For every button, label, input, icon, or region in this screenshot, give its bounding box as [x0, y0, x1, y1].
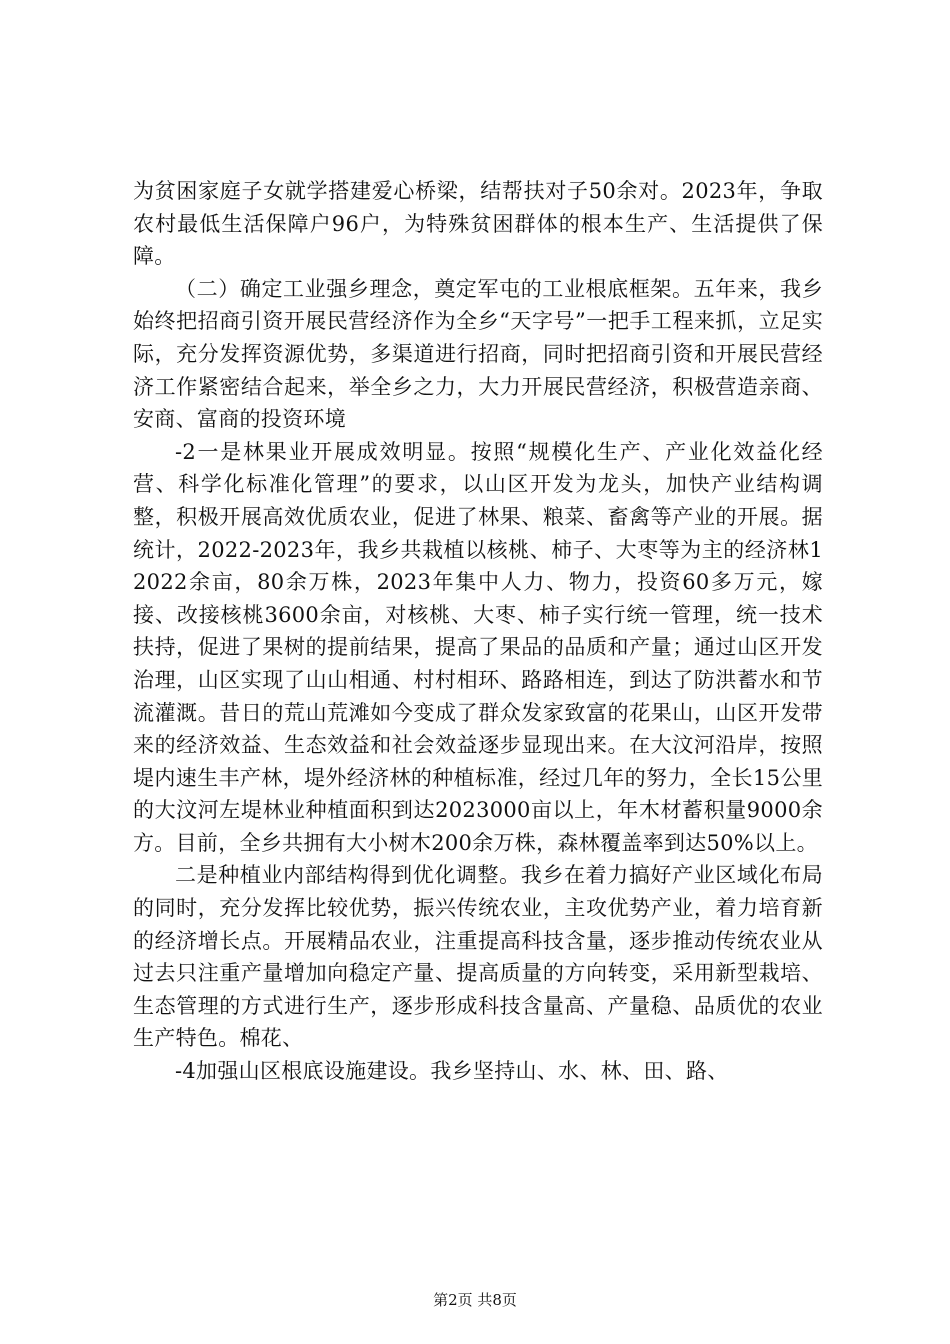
page-footer: 第2页 共8页: [433, 1291, 517, 1309]
paragraph-continuation: 为贫困家庭子女就学搭建爱心桥梁，结帮扶对子50余对。2023年，争取农村最低生活保障户96户，为特殊贫困群体的根本生产、生活提供了保障。: [133, 179, 823, 269]
paragraph-industry-strong: （二）确定工业强乡理念，奠定军屯的工业根底框架。五年来，我乡始终把招商引资开展民营经济作为全乡“天字号”一把手工程来抓，立足实际，充分发挥资源优势，多渠道进行招商，同时把招商引资和开展民营经济工作紧密结合起来，举全乡之力，大力开展民营经济，积极营造亲商、安商、富商的投资环境: [133, 276, 823, 432]
document-body: [133, 175, 823, 1088]
paragraph-forestry-fruit: -2一是林果业开展成效明显。按照“规模化生产、产业化效益化经营、科学化标准化管理”的要求，以山区开发为龙头，加快产业结构调整，积极开展高效优质农业，促进了林果、粮菜、畜禽等产业的开展。据统计，2022-2023年，我乡共栽植以核桃、柿子、大枣等为主的经济林12022余亩，80余万株，2023年集中人力、物力，投资60多万元，嫁接、改接核桃3600余亩，对核桃、大枣、柿子实行统一管理，统一技术扶持，促进了果树的提前结果，提高了果品的品质和产量；通过山区开发治理，山区实现了山山相通、村村相环、路路相连，到达了防洪蓄水和节流灌溉。昔日的荒山荒滩如今变成了群众发家致富的花果山，山区开发带来的经济效益、生态效益和社会效益逐步显现出来。在大汶河沿岸，按照堤内速生丰产林，堤外经济林的种植标准，经过几年的努力，全长15公里的大汶河左堤林业种植面积到达2023000亩以上，年木材蓄积量9000余方。目前，全乡共拥有大小树木200余万株，森林覆盖率到达50%以上。: [133, 439, 823, 855]
paragraph-planting-structure: 二是种植业内部结构得到优化调整。我乡在着力搞好产业区域化布局的同时，充分发挥比较优势，振兴传统农业，主攻优势产业，着力培育新的经济增长点。开展精品农业，注重提高科技含量，逐步推动传统农业从过去只注重产量增加向稳定产量、提高质量的方向转变，采用新型栽培、生态管理的方式进行生产，逐步形成科技含量高、产量稳、品质优的农业生产特色。棉花、: [133, 863, 823, 1051]
paragraph-mountain-infrastructure: -4加强山区根底设施建设。我乡坚持山、水、林、田、路、: [175, 1059, 729, 1084]
